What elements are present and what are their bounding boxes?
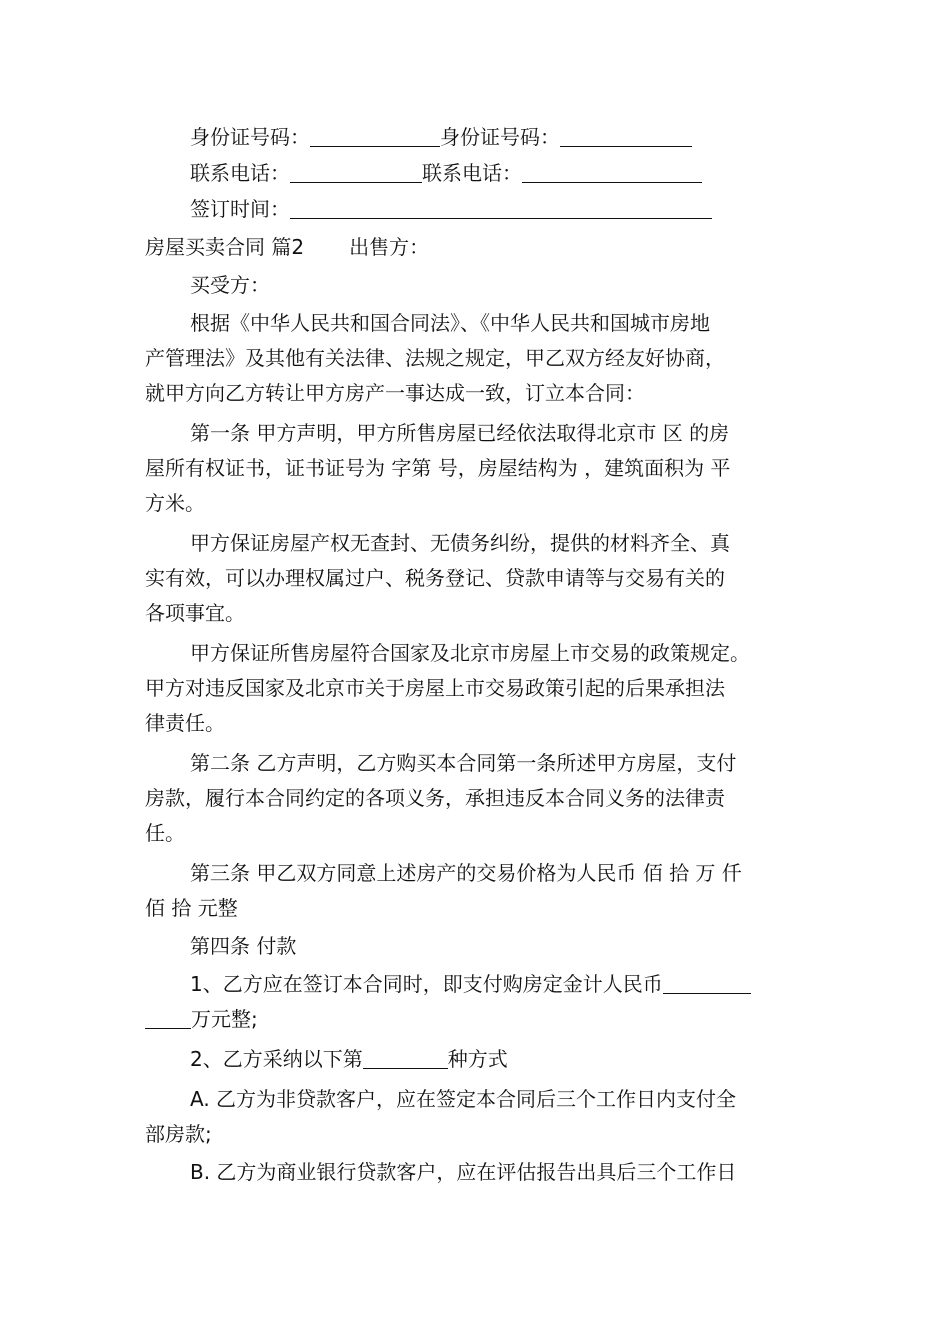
article-2-line-1: 第二条 乙方声明，乙方购买本合同第一条所述甲方房屋，支付 bbox=[190, 751, 737, 775]
article-1-line-2: 屋所有权证书，证书证号为 字第 号，房屋结构为 ，建筑面积为 平 bbox=[145, 456, 731, 480]
guarantee-1-line-3: 各项事宜。 bbox=[145, 601, 245, 625]
sign-time-blank[interactable] bbox=[290, 194, 712, 219]
guarantee-2-line-1: 甲方保证所售房屋符合国家及北京市房屋上市交易的政策规定。 bbox=[190, 641, 750, 665]
deposit-amount-blank[interactable] bbox=[663, 969, 751, 994]
id-number-label-party-b: 身份证号码： bbox=[440, 125, 560, 149]
phone-row bbox=[190, 155, 810, 191]
article-2-line-2: 房款，履行本合同约定的各项义务，承担违反本合同义务的法律责 bbox=[145, 786, 725, 810]
option-b-line-1: B. 乙方为商业银行贷款客户，应在评估报告出具后三个工作日 bbox=[190, 1160, 737, 1184]
article-1-line-3: 方米。 bbox=[145, 491, 205, 515]
article-4-title: 第四条 付款 bbox=[190, 934, 297, 958]
article-3-line-2: 佰 拾 元整 bbox=[145, 896, 238, 920]
article-3-line-1: 第三条 甲乙双方同意上述房产的交易价格为人民币 佰 拾 万 仟 bbox=[190, 861, 742, 885]
phone-blank-party-b[interactable] bbox=[522, 158, 702, 183]
buyer-label: 买受方： bbox=[190, 273, 270, 297]
option-a-line-1: A. 乙方为非贷款客户，应在签定本合同后三个工作日内支付全 bbox=[190, 1087, 737, 1111]
section-title: 房屋买卖合同 篇2 bbox=[145, 235, 305, 259]
deposit-amount-blank-cont[interactable] bbox=[145, 1004, 191, 1029]
intro-line-2: 产管理法》及其他有关法律、法规之规定，甲乙双方经友好协商， bbox=[145, 346, 725, 370]
seller-label: 出售方： bbox=[349, 235, 430, 259]
payment-item-1-unit: 万元整; bbox=[191, 1007, 258, 1031]
article-1-line-1: 第一条 甲方声明，甲方所售房屋已经依法取得北京市 区 的房 bbox=[190, 421, 730, 445]
guarantee-2-line-2: 甲方对违反国家及北京市关于房屋上市交易政策引起的后果承担法 bbox=[145, 676, 725, 700]
phone-label-party-a: 联系电话： bbox=[190, 161, 290, 185]
phone-blank-party-a[interactable] bbox=[290, 158, 422, 183]
sign-time-label: 签订时间： bbox=[190, 197, 290, 221]
payment-method-blank[interactable] bbox=[363, 1044, 448, 1069]
guarantee-1-line-1: 甲方保证房屋产权无查封、无债务纠纷，提供的材料齐全、真 bbox=[190, 531, 730, 555]
payment-item-1-text: 1、乙方应在签订本合同时，即支付购房定金计人民币 bbox=[190, 972, 663, 996]
id-number-row bbox=[190, 119, 810, 155]
intro-line-3: 就甲方向乙方转让甲方房产一事达成一致，订立本合同： bbox=[145, 381, 645, 405]
id-number-blank-party-b[interactable] bbox=[560, 122, 692, 147]
option-a-line-2: 部房款; bbox=[145, 1122, 212, 1146]
payment-item-2 bbox=[190, 1041, 810, 1077]
payment-item-2-suffix: 种方式 bbox=[447, 1047, 508, 1071]
intro-line-1: 根据《中华人民共和国合同法》、《中华人民共和国城市房地 bbox=[190, 311, 710, 335]
id-number-blank-party-a[interactable] bbox=[310, 122, 440, 147]
payment-item-2-prefix: 2、乙方采纳以下第 bbox=[190, 1047, 363, 1071]
id-number-label-party-a: 身份证号码： bbox=[190, 125, 310, 149]
payment-item-1-line-2 bbox=[145, 1001, 810, 1037]
phone-label-party-b: 联系电话： bbox=[422, 161, 522, 185]
sign-time-row bbox=[190, 191, 810, 227]
article-2-line-3: 任。 bbox=[145, 821, 185, 845]
payment-item-1-line-1 bbox=[190, 966, 810, 1002]
section-title-row bbox=[145, 229, 810, 265]
guarantee-1-line-2: 实有效，可以办理权属过户、税务登记、贷款申请等与交易有关的 bbox=[145, 566, 725, 590]
guarantee-2-line-3: 律责任。 bbox=[145, 711, 225, 735]
